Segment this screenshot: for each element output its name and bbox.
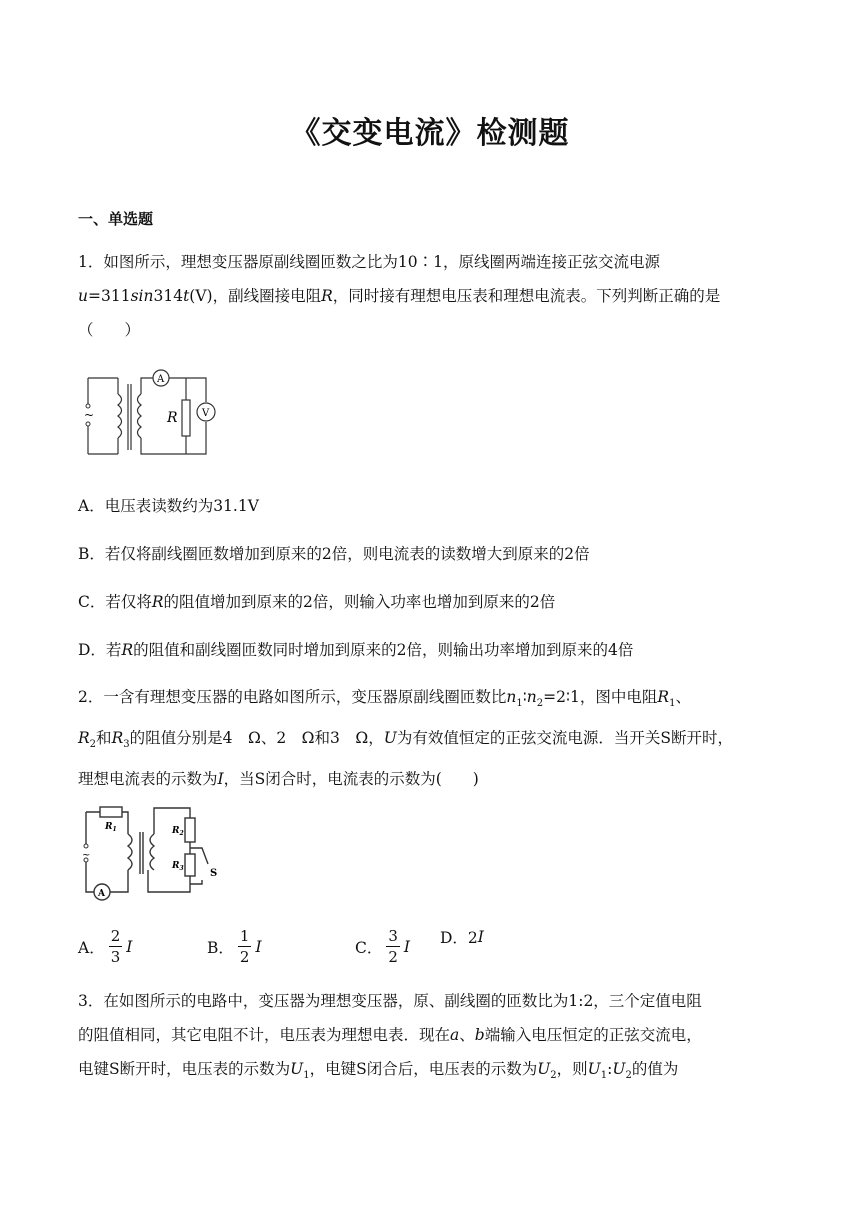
q2-option-a: A． $\frac{2}{3}$ I — [78, 927, 133, 966]
question-1 — [78, 245, 782, 347]
ammeter-label: A — [157, 374, 165, 385]
question-3 — [78, 984, 782, 1093]
q2-option-d: D．2 I — [440, 928, 484, 947]
q1-circuit-figure — [78, 366, 228, 462]
q2-line-2: $R_2$和$R_3$的阻值分别是4 Ω、2 Ω和3 Ω，U为有效值恒定的正弦交流电源．当开关S断开时， — [78, 729, 733, 751]
q1-line-2: u=311sin314t(V)，副线圈接电阻R，同时接有理想电压表和理想电流表。下列判断正确的是 — [78, 287, 721, 305]
ac-source-symbol: ~ — [84, 408, 95, 422]
q3-line-3: 电键S断开时，电压表的示数为$U_1$，电键S闭合后，电压表的示数为$U_2$，则$U_1:U_2$的值为 — [78, 1060, 679, 1082]
q3-line-1: 3．在如图所示的电路中，变压器为理想变压器，原、副线圈的匝数比为1:2，三个定值电阻 — [78, 992, 702, 1010]
q2-line-1: 2．一含有理想变压器的电路如图所示，变压器原副线圈匝数比$n_1∶n_2=2∶1$，图中电阻$R_1$、 — [78, 688, 691, 710]
voltmeter-label: V — [202, 408, 210, 419]
q1-option-a: A．电压表读数约为31.1V — [78, 497, 259, 515]
q1-option-d: D．若R的阻值和副线圈匝数同时增加到原来的2倍，则输出功率增加到原来的4倍 — [78, 641, 634, 659]
r3-label: $R_3$ — [172, 861, 184, 872]
q1-option-b: B．若仅将副线圈匝数增加到原来的2倍，则电流表的读数增大到原来的2倍 — [78, 545, 590, 563]
question-2 — [78, 680, 782, 796]
r1-label: $R_1$ — [105, 822, 117, 833]
r2-label: $R_2$ — [172, 826, 184, 837]
ac-source-symbol: ~ — [82, 850, 91, 861]
q1-line-3: （ ） — [78, 321, 141, 339]
page-title: 《交变电流》检测题 — [290, 116, 570, 151]
q1-option-c: C．若仅将R的阻值增加到原来的2倍，则输入功率也增加到原来的2倍 — [78, 593, 556, 611]
q2-circuit-figure — [78, 802, 228, 902]
q1-line-1: 1．如图所示，理想变压器原副线圈匝数之比为10∶1，原线圈两端连接正弦交流电源 — [78, 253, 660, 271]
q2-line-3: 理想电流表的示数为I，当S闭合时，电流表的示数为( ) — [78, 770, 479, 789]
switch-label: S — [210, 868, 218, 879]
q2-option-b: B． $\frac{1}{2}$ I — [207, 927, 262, 966]
q3-line-2: 的阻值相同，其它电阻不计，电压表为理想电表．现在a、b端输入电压恒定的正弦交流电， — [78, 1026, 702, 1044]
q2-option-c: C． $\frac{3}{2}$ I — [355, 927, 411, 966]
resistor-label: R — [167, 410, 178, 426]
section-heading: 一、单选题 — [78, 210, 154, 228]
ammeter-label: A — [98, 889, 105, 899]
